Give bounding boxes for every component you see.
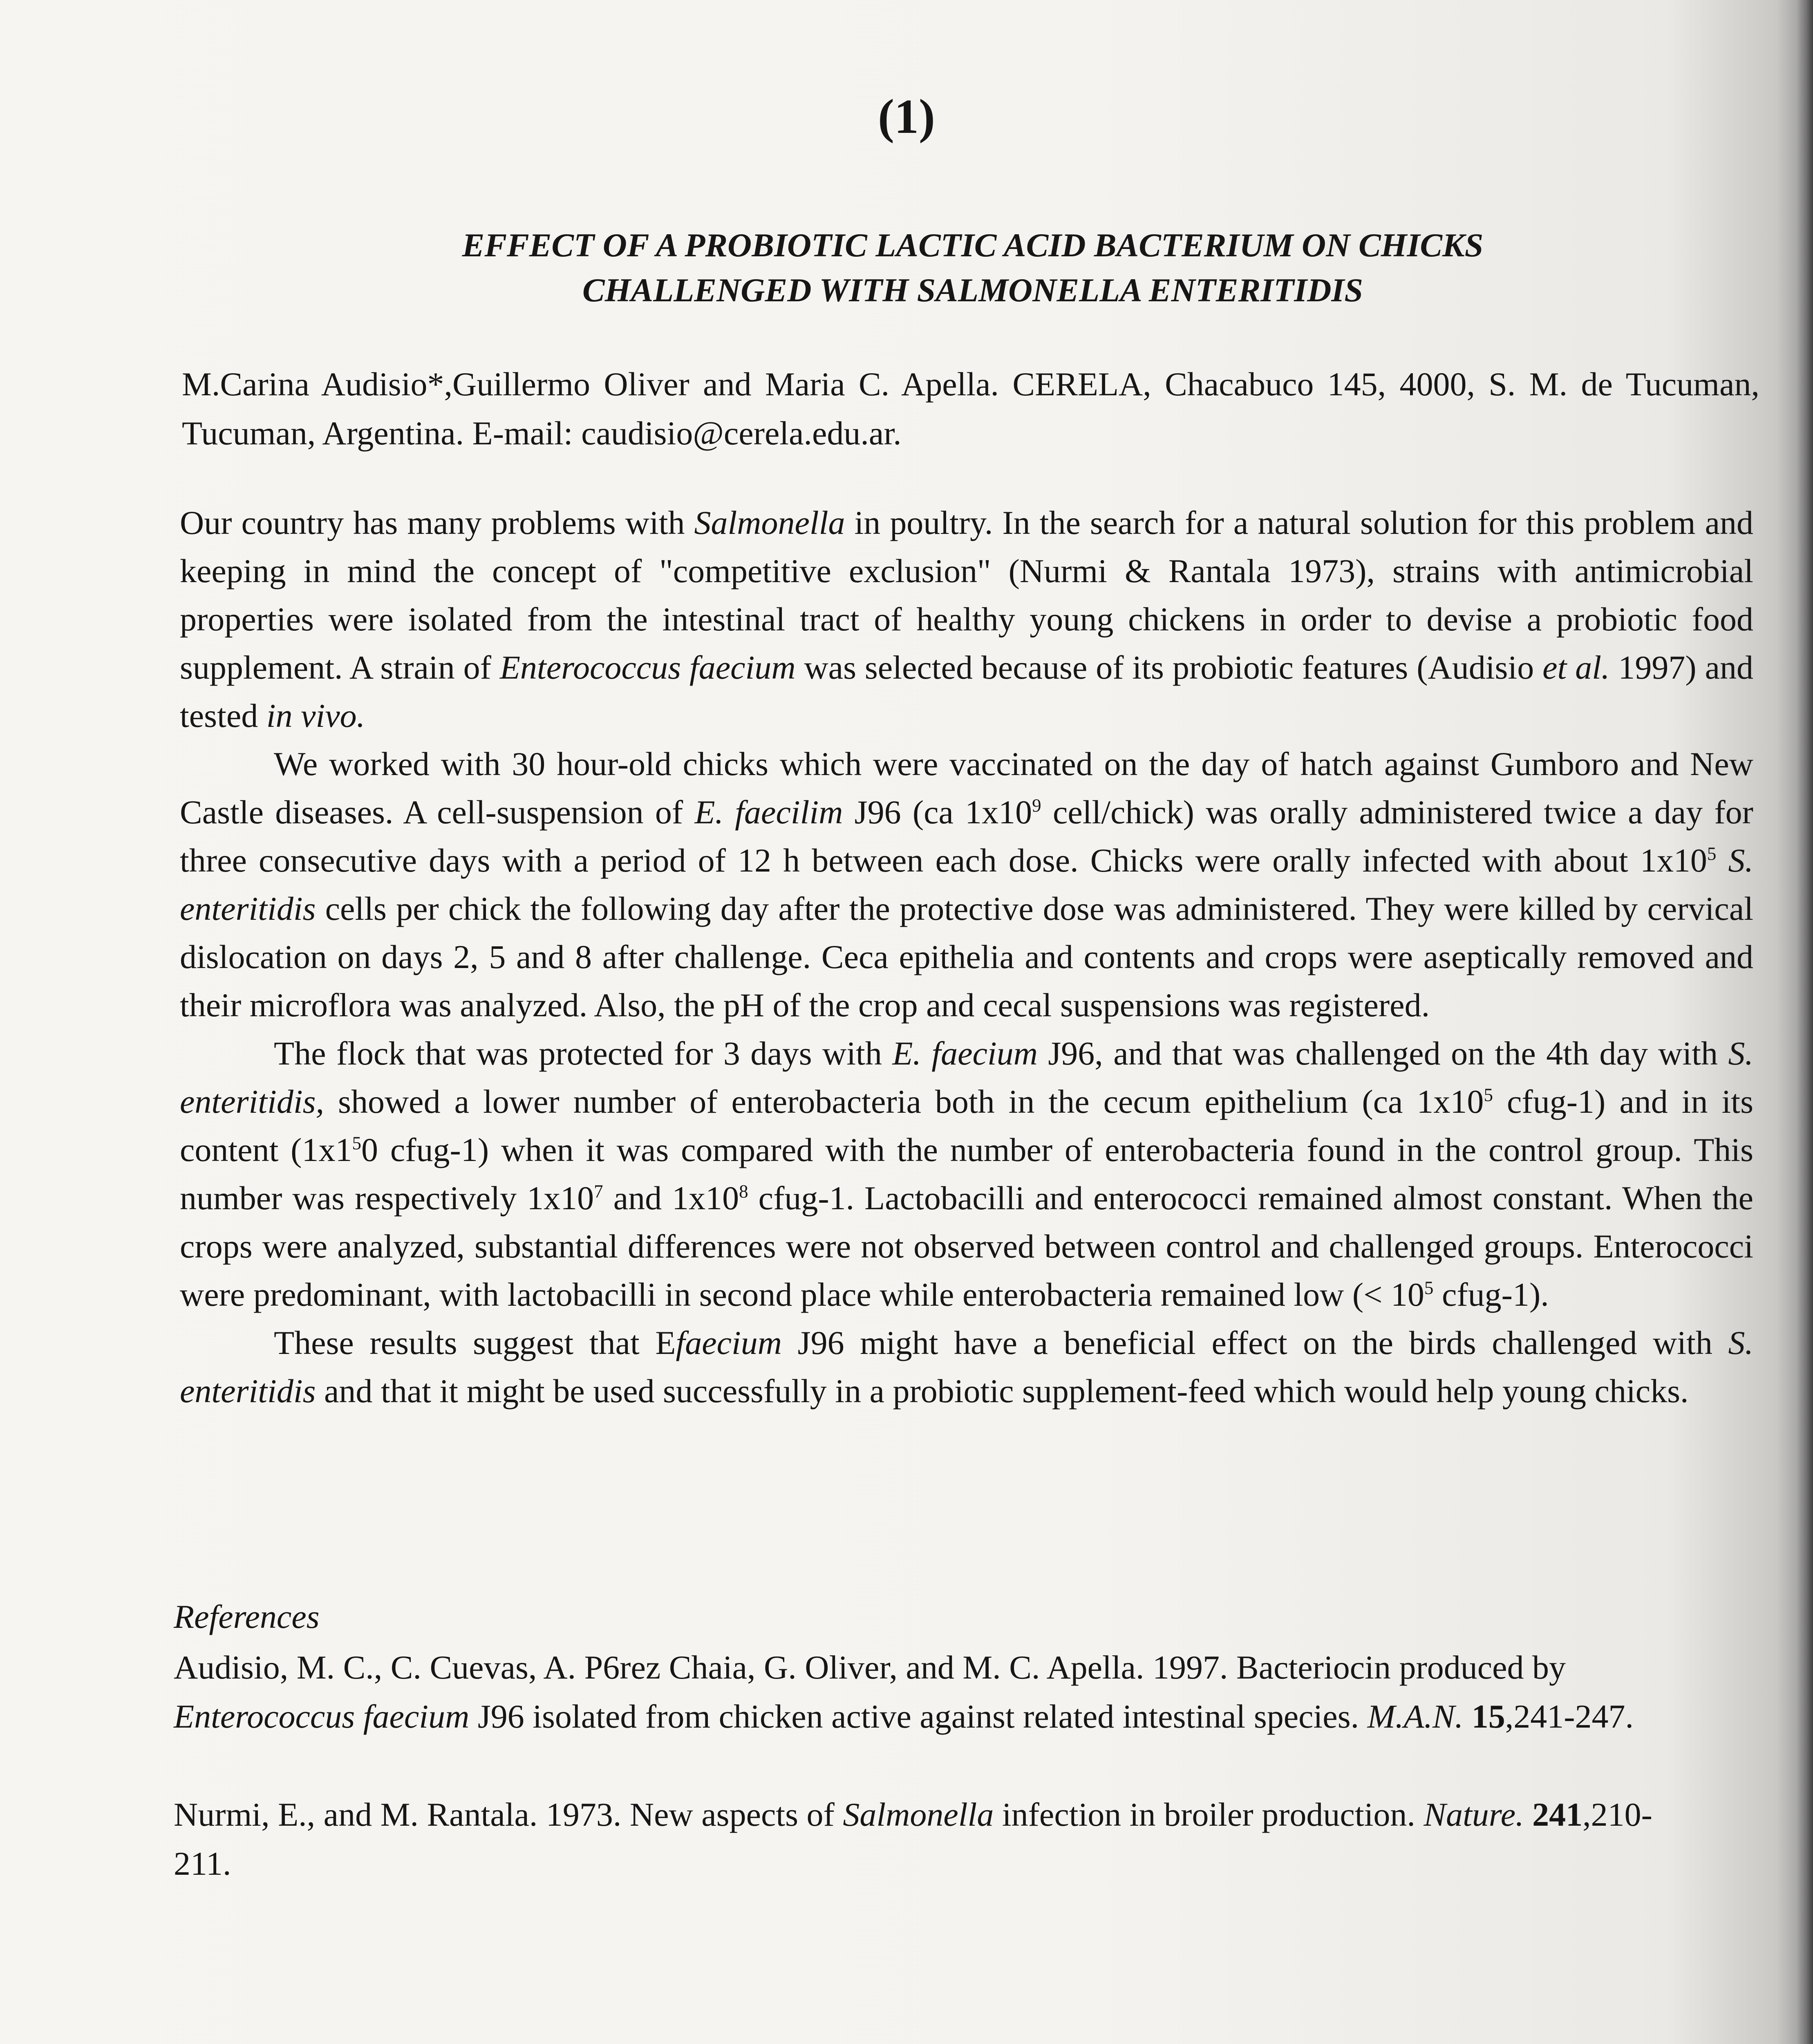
- author-affiliation: M.Carina Audisio*,Guillermo Oliver and Maria C. Apella. CERELA, Chacabuco 145, 4000, S. M. de Tucuman, Tucuman, Argentina. E-mail: caudisio@cerela.edu.ar.: [182, 365, 1759, 452]
- reference-item: Audisio, M. C., C. Cuevas, A. P6rez Chaia, G. Oliver, and M. C. Apella. 1997. Bacteriocin produced by Enterococcus faecium J96 isolated from chicken active against related intestinal species. M.A.N. 15,241-247.: [174, 1649, 1634, 1735]
- paragraph-3: The flock that was protected for 3 days with E. faecium J96, and that was challenged on the 4th day with S. enteritidis, showed a lower number of enterobacteria both in the cecum epithelium (ca $1x10^5$ cfug-1) and in its content ($1x1^50$ cfug-1) when it was compared with the number of enterobacteria found in the control group. This number was respectively $1x10^7$ and $1x10^8$ cfug-1. Lactobacilli and enterococci remained almost constant. When the crops were analyzed, substantial differences were not observed between control and challenged groups. Enterococci were predominant, with lactobacilli in second place while enterobacteria remained low (< $10^5$ cfug-1).: [180, 1035, 1754, 1313]
- page-edge-shadow: [1797, 0, 1813, 2044]
- abstract-body: [180, 499, 1753, 1415]
- title-line-1: EFFECT OF A PROBIOTIC LACTIC ACID BACTERIUM ON CHICKS: [462, 226, 1484, 264]
- paper-title: [245, 223, 1700, 313]
- references-section: [174, 1592, 1678, 1888]
- reference-item: Nurmi, E., and M. Rantala. 1973. New aspects of Salmonella infection in broiler production. Nature. 241,210-211.: [174, 1796, 1652, 1882]
- references-heading: References: [174, 1598, 320, 1635]
- paragraph-4: These results suggest that Efaecium J96 might have a beneficial effect on the birds challenged with S. enteritidis and that it might be used successfully in a probiotic supplement-feed which would help young chicks.: [180, 1324, 1753, 1410]
- paragraph-1: Our country has many problems with Salmonella in poultry. In the search for a natural solution for this problem and keeping in mind the concept of "competitive exclusion" (Nurmi & Rantala 1973), strains with antimicrobial properties were isolated from the intestinal tract of healthy young chickens in order to devise a probiotic food supplement. A strain of Enterococcus faecium was selected because of its probiotic features (Audisio et al. 1997) and tested in vivo.: [180, 504, 1753, 734]
- section-number: (1): [878, 89, 935, 143]
- paragraph-2: We worked with 30 hour-old chicks which were vaccinated on the day of hatch against Gumboro and New Castle diseases. A cell-suspension of E. faecilim J96 (ca $1x10^9$ cell/chick) was orally administered twice a day for three consecutive days with a period of 12 h between each dose. Chicks were orally infected with about $1x10^5$ S. enteritidis cells per chick the following day after the protective dose was administered. They were killed by cervical dislocation on days 2, 5 and 8 after challenge. Ceca epithelia and contents and crops were aseptically removed and their microflora was analyzed. Also, the pH of the crop and cecal suspensions was registered.: [180, 745, 1754, 1024]
- title-line-2: CHALLENGED WITH SALMONELLA ENTERITIDIS: [582, 271, 1363, 309]
